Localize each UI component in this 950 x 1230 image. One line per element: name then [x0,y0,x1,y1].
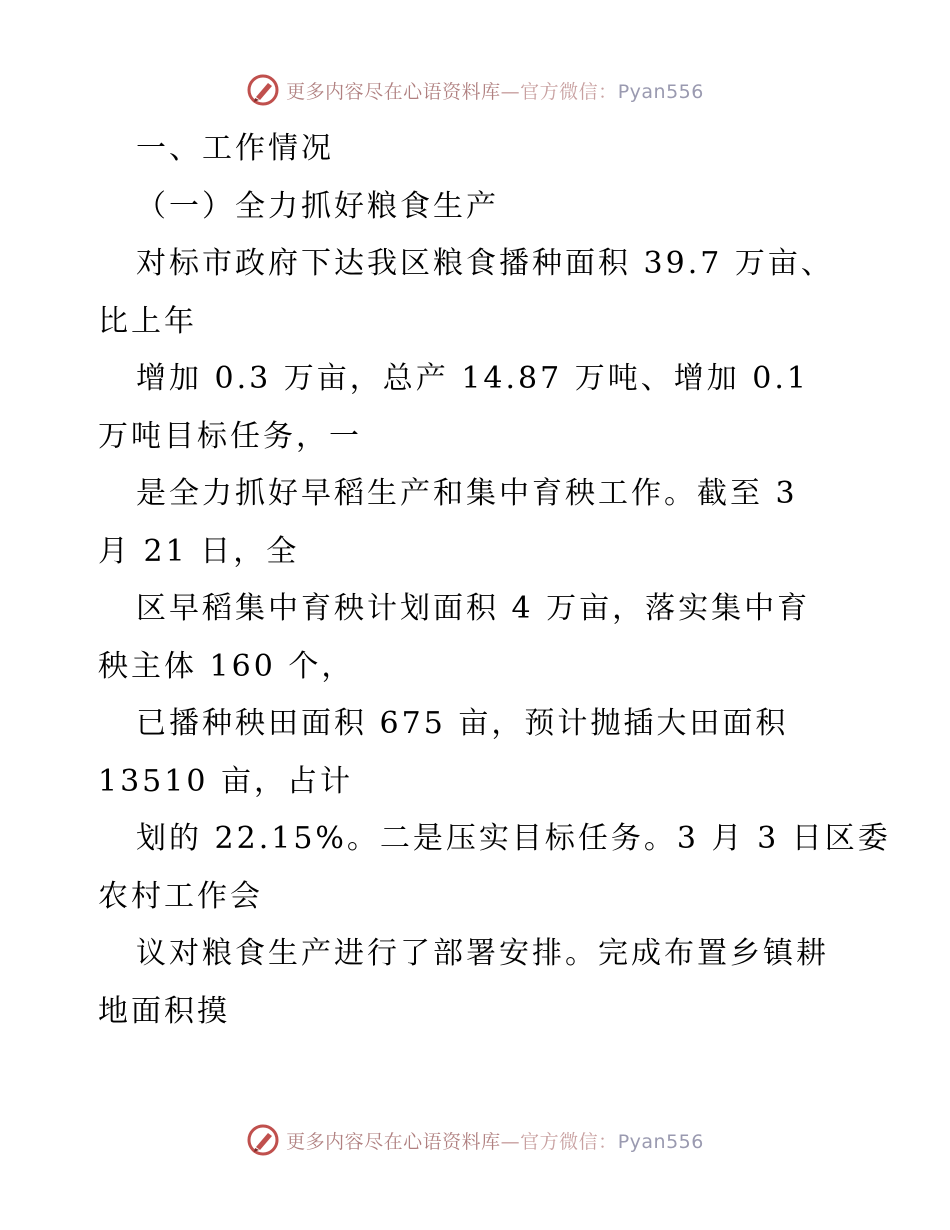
watermark-footer [0,1122,950,1158]
pen-logo-icon [246,1123,280,1157]
text-line: 月 21 日，全 [98,533,300,569]
text-line: 地面积摸 [98,993,230,1029]
text-line: 对标市政府下达我区粮食播种面积 39.7 万亩、 [136,246,834,281]
text-line: 议对粮食生产进行了部署安排。完成布置乡镇耕 [136,936,829,971]
text-line: 比上年 [98,303,197,339]
watermark-official: 官方微信： [520,1130,618,1153]
watermark-text [286,77,704,104]
text-line: 一、工作情况 [136,131,334,166]
text-line: （一）全力抓好粮食生产 [136,188,499,224]
watermark-header [0,72,950,108]
watermark-dash: — [500,80,521,103]
pen-logo-icon [246,73,280,107]
watermark-dash: — [500,1130,521,1153]
document-body [98,120,891,1040]
text-line: 13510 亩，占计 [98,763,353,799]
watermark-cn: 更多内容尽在心语资料库 [286,1130,501,1153]
text-line: 秧主体 160 个， [98,648,355,684]
watermark-wechat-id: Pyan556 [617,1130,704,1153]
text-line: 区早稻集中育秧计划面积 4 万亩，落实集中育 [136,591,811,626]
text-line: 增加 0.3 万亩，总产 14.87 万吨、增加 0.1 [136,361,809,396]
watermark-wechat-id: Pyan556 [617,80,704,103]
text-line: 是全力抓好早稻生产和集中育秧工作。截至 3 [136,476,798,511]
text-line: 已播种秧田面积 675 亩，预计抛插大田面积 [136,706,789,741]
watermark-text [286,1127,704,1154]
text-line: 划的 22.15%。二是压实目标任务。3 月 3 日区委 [136,821,891,856]
watermark-official: 官方微信： [520,80,618,103]
text-line: 万吨目标任务，一 [98,418,362,454]
text-line: 农村工作会 [98,878,263,914]
watermark-cn: 更多内容尽在心语资料库 [286,80,501,103]
